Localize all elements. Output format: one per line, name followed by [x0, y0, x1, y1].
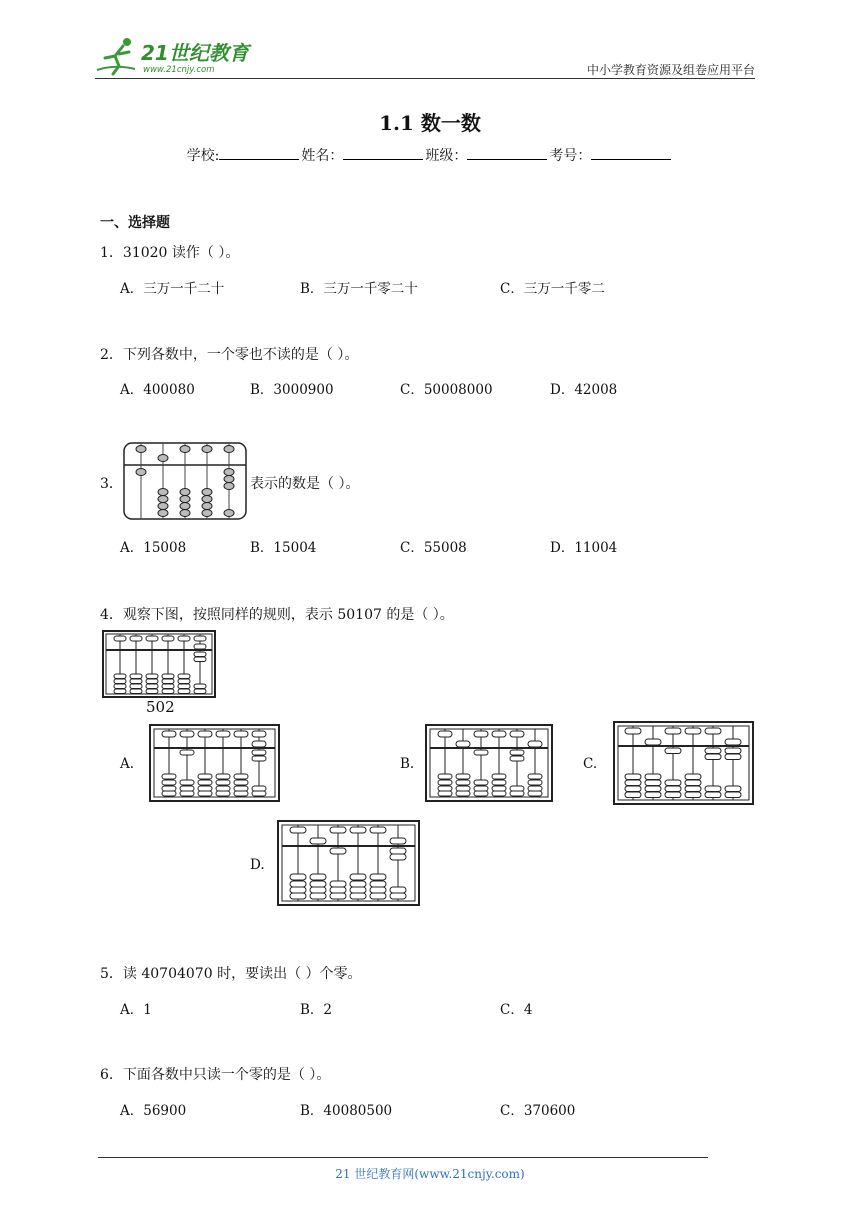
site-logo — [95, 36, 265, 76]
q4-option-b: B. — [400, 756, 415, 772]
q1-option-b: B．三万一千零二十 — [300, 281, 418, 297]
q1-option-a: A．三万一千二十 — [120, 281, 225, 297]
header-divider — [95, 78, 755, 79]
q4-option-b-abacus — [425, 724, 553, 802]
runner-icon — [97, 38, 135, 74]
q2-option-c: C．50008000 — [400, 382, 493, 398]
q4-option-a-abacus — [149, 724, 280, 802]
footer-divider — [98, 1157, 708, 1158]
q5-option-c: C．4 — [500, 1002, 533, 1018]
question-3-stem: 表示的数是（ ）。 — [250, 476, 360, 492]
q4-option-a: A. — [120, 756, 135, 772]
q2-option-d: D．42008 — [550, 382, 618, 398]
number-label: 考号： — [549, 148, 592, 164]
q3-option-d: D．11004 — [550, 540, 618, 556]
q4-option-c: C. — [583, 756, 598, 772]
school-label: 学校: — [186, 148, 220, 164]
q6-option-c: C．370600 — [500, 1103, 576, 1119]
page-title: 1.1 数一数 — [379, 111, 481, 135]
question-1-stem: 1．31020 读作（ ）。 — [100, 245, 240, 261]
svg-text:www.21cnjy.com: www.21cnjy.com — [143, 65, 215, 75]
svg-text:21世纪教育: 21世纪教育 — [141, 41, 249, 65]
q3-option-b: B．15004 — [250, 540, 317, 556]
question-6-stem: 6．下面各数中只读一个零的是（ ）。 — [100, 1067, 331, 1083]
question-5-stem: 5．读 40704070 时，要读出（ ）个零。 — [100, 966, 362, 982]
q1-option-c: C．三万一千零二 — [500, 281, 605, 297]
q2-option-a: A．400080 — [120, 382, 195, 398]
student-info-line — [0, 145, 860, 165]
q4-option-d: D. — [250, 857, 265, 873]
q4-option-c-abacus — [613, 721, 754, 805]
number-blank[interactable] — [591, 147, 671, 160]
q3-option-c: C．55008 — [400, 540, 467, 556]
q6-option-b: B．40080500 — [300, 1103, 393, 1119]
school-blank[interactable] — [219, 147, 299, 160]
question-4-stem: 4．观察下图，按照同样的规则，表示 50107 的是（ ）。 — [100, 607, 454, 623]
question-2-stem: 2．下列各数中，一个零也不读的是（ ）。 — [100, 347, 359, 363]
platform-tagline: 中小学教育资源及组卷应用平台 — [586, 63, 755, 77]
name-blank[interactable] — [343, 147, 423, 160]
q2-option-b: B．3000900 — [250, 382, 334, 398]
question-3-number: 3． — [100, 476, 123, 492]
q4-option-d-abacus — [277, 820, 420, 906]
class-label: 班级： — [425, 148, 468, 164]
q6-option-a: A．56900 — [120, 1103, 187, 1119]
q4-example-abacus — [102, 630, 216, 698]
name-label: 姓名： — [301, 148, 344, 164]
q3-abacus — [123, 440, 248, 520]
footer-link[interactable]: 21 世纪教育网(www.21cnjy.com) — [335, 1167, 525, 1181]
section-heading: 一、选择题 — [100, 215, 170, 231]
example-abacus-label: 502 — [146, 698, 175, 716]
q5-option-b: B．2 — [300, 1002, 333, 1018]
q5-option-a: A．1 — [120, 1002, 152, 1018]
class-blank[interactable] — [467, 147, 547, 160]
q3-option-a: A．15008 — [120, 540, 187, 556]
